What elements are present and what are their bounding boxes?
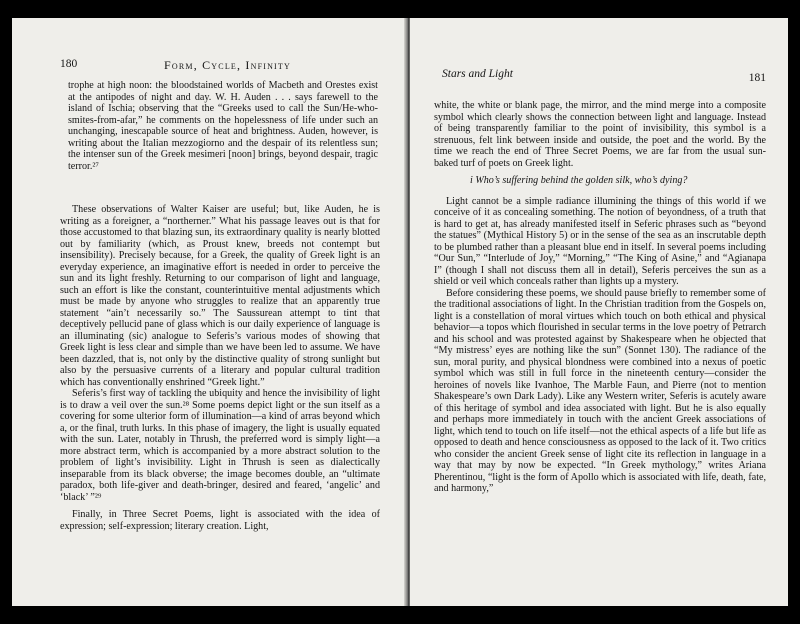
right-page <box>410 18 788 606</box>
paragraph: Seferis’s first way of tackling the ubiquity and hence the invisibility of light is to draw a veil over the sun.²⁸ Some poems depict light or the sun itself as a covering for some ulterior form of illumination—a kind of arras beyond which a, or the final, truth lurks. In this phase of imagery, the light is usually equated with the sun. Later, notably in Thrush, the preferred word is simply light—a more abstract term, which is accompanied by a more abstract solution to the problem of light’s invisibility. Light in Thrush is seen as dialectically inseparable from its black obverse; the image becomes double, an “ultimate paradox, both life-giver and death-bringer, desired and feared, ‘angelic’ and ‘black’ ”²⁹ <box>60 388 380 503</box>
section-heading: i Who’s suffering behind the golden silk, who’s dying? <box>470 175 688 186</box>
page-number-right: 181 <box>748 72 766 84</box>
paragraph: Finally, in Three Secret Poems, light is associated with the idea of expression; self-expression; literary creation. Light, <box>60 509 380 532</box>
running-head-right: Stars and Light <box>442 68 513 80</box>
left-page <box>12 18 408 606</box>
paragraph: white, the white or blank page, the mirror, and the mind merge into a composite symbol which clearly shows the connection between light and language. Instead of being transparently familiar to the point of invisibility, this symbol is a strenuous, felt link between inside and outside, the poet and the world. By the time we reach the end of Three Secret Poems, we are far from the usual sun-baked turf of poets on Greek light. <box>434 100 766 169</box>
page-number-left: 180 <box>60 58 78 70</box>
right-body <box>434 100 766 495</box>
block-quote <box>68 80 378 172</box>
running-head-left: Form, Cycle, Infinity <box>164 58 291 72</box>
left-body <box>60 204 380 532</box>
quote-text: trophe at high noon: the bloodstained worlds of Macbeth and Orestes exist at the antipodes of night and day. W. H. Auden . . . says farewell to the island of Ischia; observing that the “Greeks used to call the Sun/He-who-smites-from-afar,” he comments on the hopelessness of life under such an unchanging, inescapable source of heat and brightness. Auden, however, is writing about the Italian mezzogiorno and the despair of its relentless sun; the intenser sun of the Greek mesimeri [noon] brings, beyond despair, tragic terror.²⁷ <box>68 80 378 172</box>
paragraph: These observations of Walter Kaiser are useful; but, like Auden, he is writing as a foreigner, a “northerner.” What his passage leaves out is that for those accustomed to that blazing sun, its extraordinary quality is nearly blotted out by familiarity (which, as Proust knew, breeds not contempt but insensibility). Precisely because, for a Greek, the quality of Greek light is an everyday experience, an imaginative effort is needed in order to perceive the sun and its light freshly. Returning to our comparison of light and language, such an effort is like the constant, counterintuitive mental adjustments which must be made by anyone who struggles to realize that an apparently true statement “ain’t necessarily so.” The Saussurean attempt to tint that deceptively pellucid pane of glass which is our daily experience of language is an illuminating (sic) analogue to Seferis’s various modes of showing that Greek light is less clear and simple than we have been led to assume. We have been dazzled, that is, not only by the distinctive quality of strong sunlight but also by the persuasive currents of a literary and popular cultural tradition which has conventionally enshrined “Greek light.” <box>60 204 380 388</box>
paragraph: Light cannot be a simple radiance illumining the things of this world if we conceive of it as concealing something. The notion of beyondness, of a truth that is hard to get at, has already manifested itself in Seferic phrases such as “beyond the statues” (Mythical History 5) or in the sense of the sea as an inscrutable depth to be plumbed rather than a pleasant blue end in itself. In several poems including “Our Sun,” “Interlude of Joy,” “Morning,” “The King of Asine,” and “Agianapa I” (though I shall not discuss them all in detail), Seferis perceives the sun as a shield or veil which conceals rather than lights up a mystery. <box>434 195 766 287</box>
paragraph: Before considering these poems, we should pause briefly to remember some of the traditional associations of light. In the Christian tradition from the Gospels on, light is a constellation of moral virtues which touch on both ethical and physical behavior—a topos which flourished in secular terms in the love poetry of Petrarch and his school and was protested against by Shakespeare when he objected that “My mistress’ eyes are nothing like the sun” (Sonnet 130). The radiance of the sun, moral purity, and physical blondness were combined into a nexus of poetic symbol which was still in full force in the nineteenth century—consider the heroines of novels like Ivanhoe, The Marble Faun, and Pierre (not to mention Shakespeare’s own Dark Lady). Like any Western writer, Seferis is acutely aware of this heritage of symbol and idea associated with light. But he is also equally and perhaps more immediately in touch with the ancient Greek associations of light, which tend to touch on life itself—not the ethical aspects of a life but life as opposed to death and hence consciousness as opposed to the lack of it. Two critics who consider the ancient Greek sense of light cite its reflection in language in a way that may by now be expected. “In Greek mythology,” writes Ariana Pherentinou, “light is the form of Apollo which is associated with life, death, fate, and harmony,” <box>434 287 766 494</box>
